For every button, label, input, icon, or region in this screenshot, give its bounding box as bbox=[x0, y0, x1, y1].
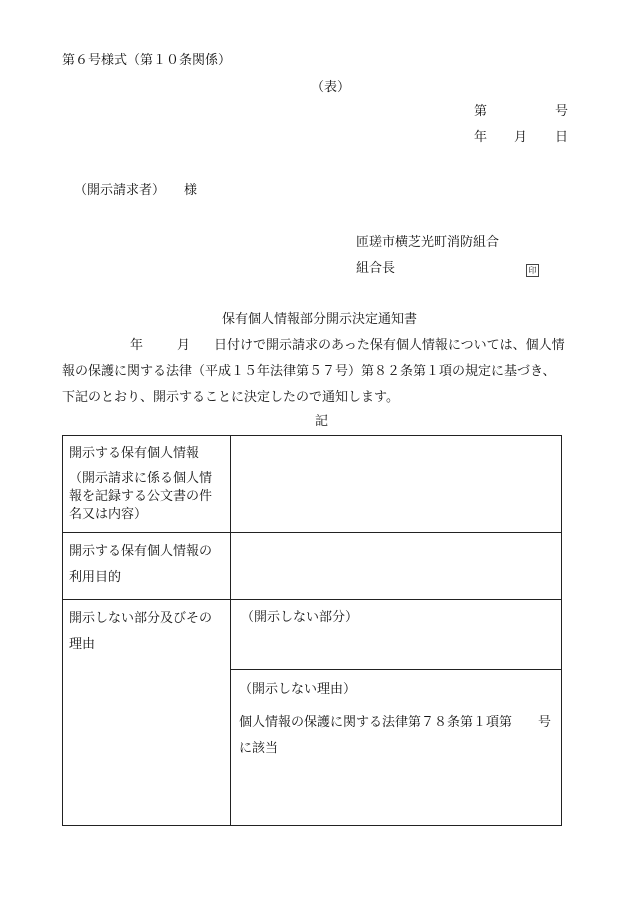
row3-part-label: （開示しない部分） bbox=[241, 610, 359, 626]
sender-title: 組合長 bbox=[356, 261, 396, 276]
body-paragraph bbox=[62, 333, 567, 411]
body-month: 月 bbox=[177, 338, 191, 353]
row3-part-cell[interactable] bbox=[231, 600, 562, 670]
row2-value-cell[interactable] bbox=[231, 533, 562, 600]
row3-reason-cell[interactable] bbox=[231, 670, 562, 826]
date-month: 月 bbox=[514, 130, 528, 145]
table-row bbox=[63, 533, 562, 600]
row3-label-cell bbox=[63, 600, 231, 826]
row3-label: 開示しない部分及びその理由 bbox=[69, 611, 213, 653]
seal-mark: 印 bbox=[526, 262, 539, 278]
doc-title: 保有個人情報部分開示決定通知書 bbox=[222, 312, 418, 327]
date-day: 日 bbox=[555, 130, 569, 145]
side-label: （表） bbox=[311, 80, 351, 95]
row3-reason-label: （開示しない理由） bbox=[239, 682, 357, 698]
row2-label-cell bbox=[63, 533, 231, 600]
addressee-honorific: 様 bbox=[184, 183, 198, 198]
row1-label: 開示する保有個人情報 bbox=[69, 446, 200, 461]
date-year: 年 bbox=[474, 130, 488, 145]
addressee-name: （開示請求者） bbox=[74, 183, 166, 198]
disclosure-table bbox=[62, 435, 562, 826]
ki-label: 記 bbox=[315, 414, 329, 429]
table-row bbox=[63, 600, 562, 670]
row1-label-cell bbox=[63, 436, 231, 533]
body-text: 日付けで開示請求のあった保有個人情報については、個人情報の保護に関する法律（平成１５年法律第５７号）第８２条第１項の規定に基づき、下記のとおり、開示することに決定したので通知します。 bbox=[62, 338, 565, 405]
sender-org: 匝瑳市横芝光町消防組合 bbox=[356, 235, 500, 250]
row2-label: 開示する保有個人情報の利用目的 bbox=[69, 544, 213, 586]
number-suffix: 号 bbox=[555, 104, 569, 119]
row1-value-cell[interactable] bbox=[231, 436, 562, 533]
table-row bbox=[63, 436, 562, 533]
form-number: 第６号様式（第１０条関係） bbox=[62, 53, 232, 68]
row3-reason-text: 個人情報の保護に関する法律第７８条第１項第 号に該当 bbox=[239, 715, 552, 757]
row1-sublabel: （開示請求に係る個人情報を記録する公文書の件名又は内容） bbox=[69, 471, 213, 523]
body-year: 年 bbox=[130, 338, 144, 353]
number-prefix: 第 bbox=[474, 104, 488, 119]
